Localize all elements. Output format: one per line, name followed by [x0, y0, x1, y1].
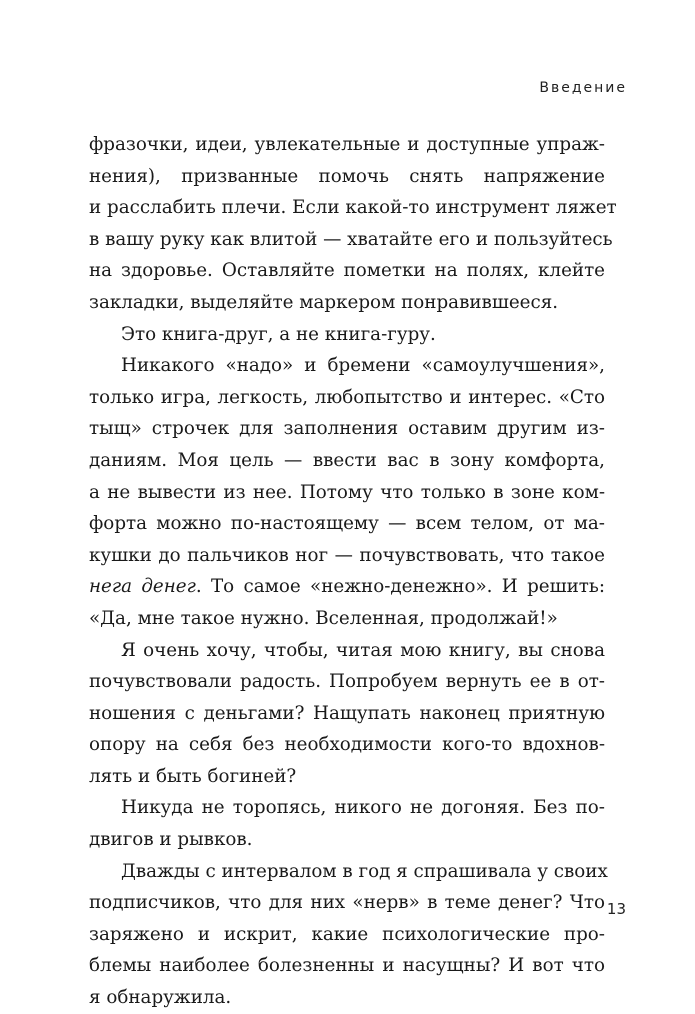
- text-line: и расслабить плечи. Если какой-то инструмент ляжет: [89, 197, 617, 219]
- text-line: блемы наиболее болезненны и насущны? И вот что: [89, 955, 605, 977]
- text-line: закладки, выделяйте маркером понравившееся.: [89, 291, 559, 313]
- text-line: форта можно по-настоящему — всем телом, от ма-: [89, 513, 605, 535]
- page-number: 13: [606, 900, 626, 918]
- text-line: подписчиков, что для них «нерв» в теме денег? Что: [89, 892, 605, 914]
- text-line: на здоровье. Оставляйте пометки на полях, клейте: [89, 260, 605, 282]
- text-line: нения), призванные помочь снять напряжение: [89, 165, 605, 187]
- text-line: в вашу руку как влитой — хватайте его и пользуйтесь: [89, 228, 613, 250]
- italic-phrase: нега денег: [89, 576, 196, 598]
- text-line: почувствовали радость. Попробуем вернуть ее в от-: [89, 671, 605, 693]
- text-line: даниям. Моя цель — ввести вас в зону комфорта,: [89, 449, 605, 471]
- text-line: тыщ» строчек для заполнения оставим другим из-: [89, 418, 605, 440]
- text-line: только игра, легкость, любопытство и интерес. «Сто: [89, 386, 605, 408]
- text-line: фразочки, идеи, увлекательные и доступные упраж-: [89, 134, 605, 155]
- text-line-mixed: [89, 571, 605, 603]
- text-line: Это книга-друг, а не книга-гуру.: [121, 323, 436, 345]
- text-line: Никакого «надо» и бремени «самоулучшения»,: [121, 355, 605, 377]
- text-line: лять и быть богиней?: [89, 765, 297, 787]
- text-line: заряжено и искрит, какие психологические про-: [89, 923, 605, 945]
- text-line: Никуда не торопясь, никого не догоняя. Без по-: [121, 797, 605, 819]
- text-line: а не вывести из нее. Потому что только в зоне ком-: [89, 481, 605, 503]
- text-line: кушки до пальчиков ног — почувствовать, что такое: [89, 544, 605, 566]
- text-fragment: . То самое «нежно-денежно». И решить:: [195, 576, 605, 598]
- text-line: Я очень хочу, чтобы, читая мою книгу, вы снова: [121, 639, 605, 661]
- text-line: опору на себя без необходимости кого-то вдохнов-: [89, 734, 605, 756]
- text-line: я обнаружила.: [89, 987, 232, 1009]
- text-line: двигов и рывков.: [89, 829, 253, 851]
- text-line: «Да, мне такое нужно. Вселенная, продолжай!»: [89, 607, 558, 629]
- running-head: Введение: [539, 80, 627, 96]
- text-line: ношения с деньгами? Нащупать наконец приятную: [89, 702, 605, 724]
- text-line: Дважды с интервалом в год я спрашивала у своих: [121, 860, 608, 882]
